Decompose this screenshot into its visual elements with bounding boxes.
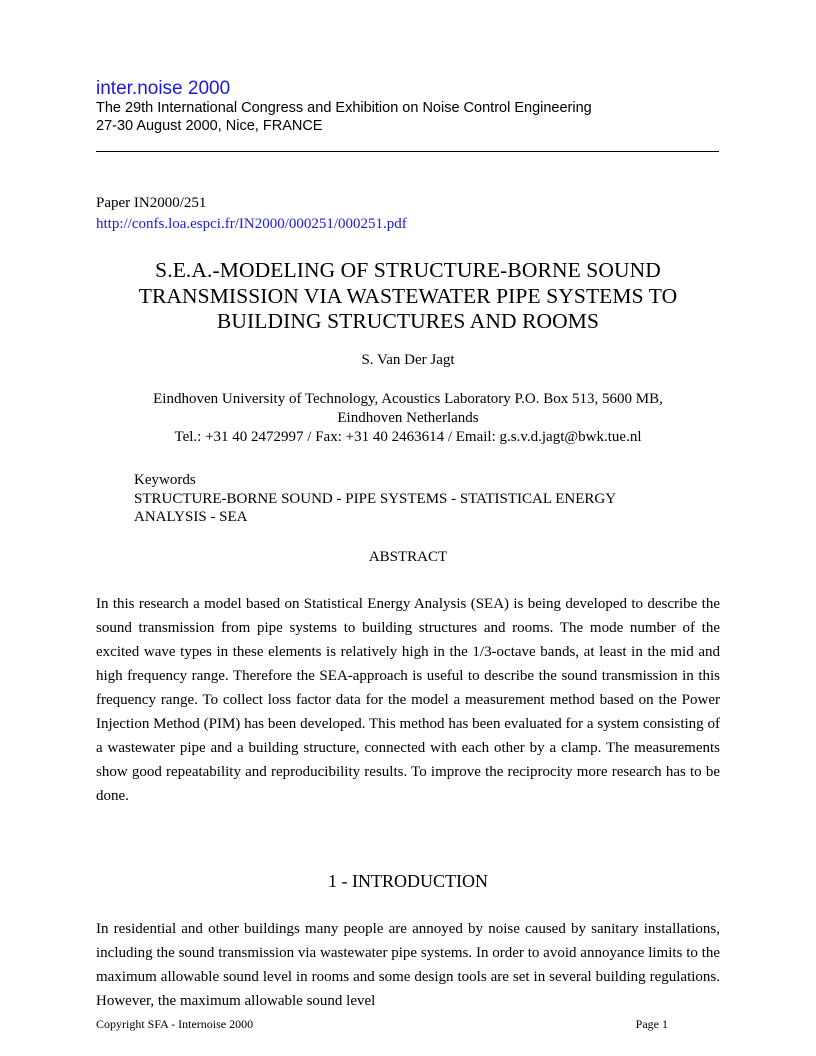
keywords-heading: Keywords (134, 472, 196, 488)
footer-copyright: Copyright SFA - Internoise 2000 (96, 1017, 254, 1031)
title-line: S.E.A.-MODELING OF STRUCTURE-BORNE SOUND (155, 258, 661, 282)
abstract-text: In this research a model based on Statistical Energy Analysis (SEA) is being developed to describe the sound transmission from pipe systems to building structures and rooms. The mode number of the excited wave types in these elements is relatively high in the 1/3-octave bands, at least in the mid and high frequency range. Therefore the SEA-approach is useful to describe the sound transmission in this frequency range. To collect loss factor data for the model a measurement method based on the Power Injection Method (PIM) has been developed. This method has been evaluated for a system consisting of a wastewater pipe and a building structure, connected with each other by a clamp. The measurements show good repeatability and reproducibility results. To improve the reciprocity more research has to be done. (96, 596, 720, 804)
abstract-heading: ABSTRACT (368, 549, 448, 565)
affiliation-line: Eindhoven Netherlands (337, 410, 479, 426)
footer-page-number: Page 1 (635, 1017, 668, 1031)
author-name: S. Van Der Jagt (361, 352, 455, 368)
affiliation-line: Eindhoven University of Technology, Acoustics Laboratory P.O. Box 513, 5600 MB, (153, 391, 663, 407)
title-line: TRANSMISSION VIA WASTEWATER PIPE SYSTEMS TO (138, 283, 678, 308)
affiliation (96, 390, 720, 447)
paper-info (96, 193, 407, 235)
conference-header (96, 78, 720, 135)
conference-name: inter.noise 2000 (96, 78, 231, 99)
keywords-line: ANALYSIS - SEA (134, 509, 248, 525)
paper-title (96, 258, 720, 335)
congress-line: The 29th International Congress and Exhibition on Noise Control Engineering (96, 100, 592, 116)
conference-date-place: 27-30 August 2000, Nice, FRANCE (96, 117, 323, 134)
introduction-heading: 1 - INTRODUCTION (328, 871, 488, 891)
keywords-line: STRUCTURE-BORNE SOUND - PIPE SYSTEMS - STATISTICAL ENERGY (134, 490, 617, 507)
paper-url-link[interactable]: http://confs.loa.espci.fr/IN2000/000251/000251.pdf (96, 216, 407, 232)
keywords-block (134, 471, 720, 527)
paper-id: Paper IN2000/251 (96, 195, 207, 211)
contact-line: Tel.: +31 40 2472997 / Fax: +31 40 2463614 / Email: g.s.v.d.jagt@bwk.tue.nl (174, 429, 642, 445)
title-line: BUILDING STRUCTURES AND ROOMS (216, 309, 600, 333)
header-divider (96, 151, 719, 152)
introduction-text: In residential and other buildings many people are annoyed by noise caused by sanitary installations, including the sound transmission via wastewater pipe systems. In order to avoid annoyance limits to the maximum allowable sound level in rooms and some design tools are set in several building regulations. However, the maximum allowable sound level (96, 921, 720, 1009)
